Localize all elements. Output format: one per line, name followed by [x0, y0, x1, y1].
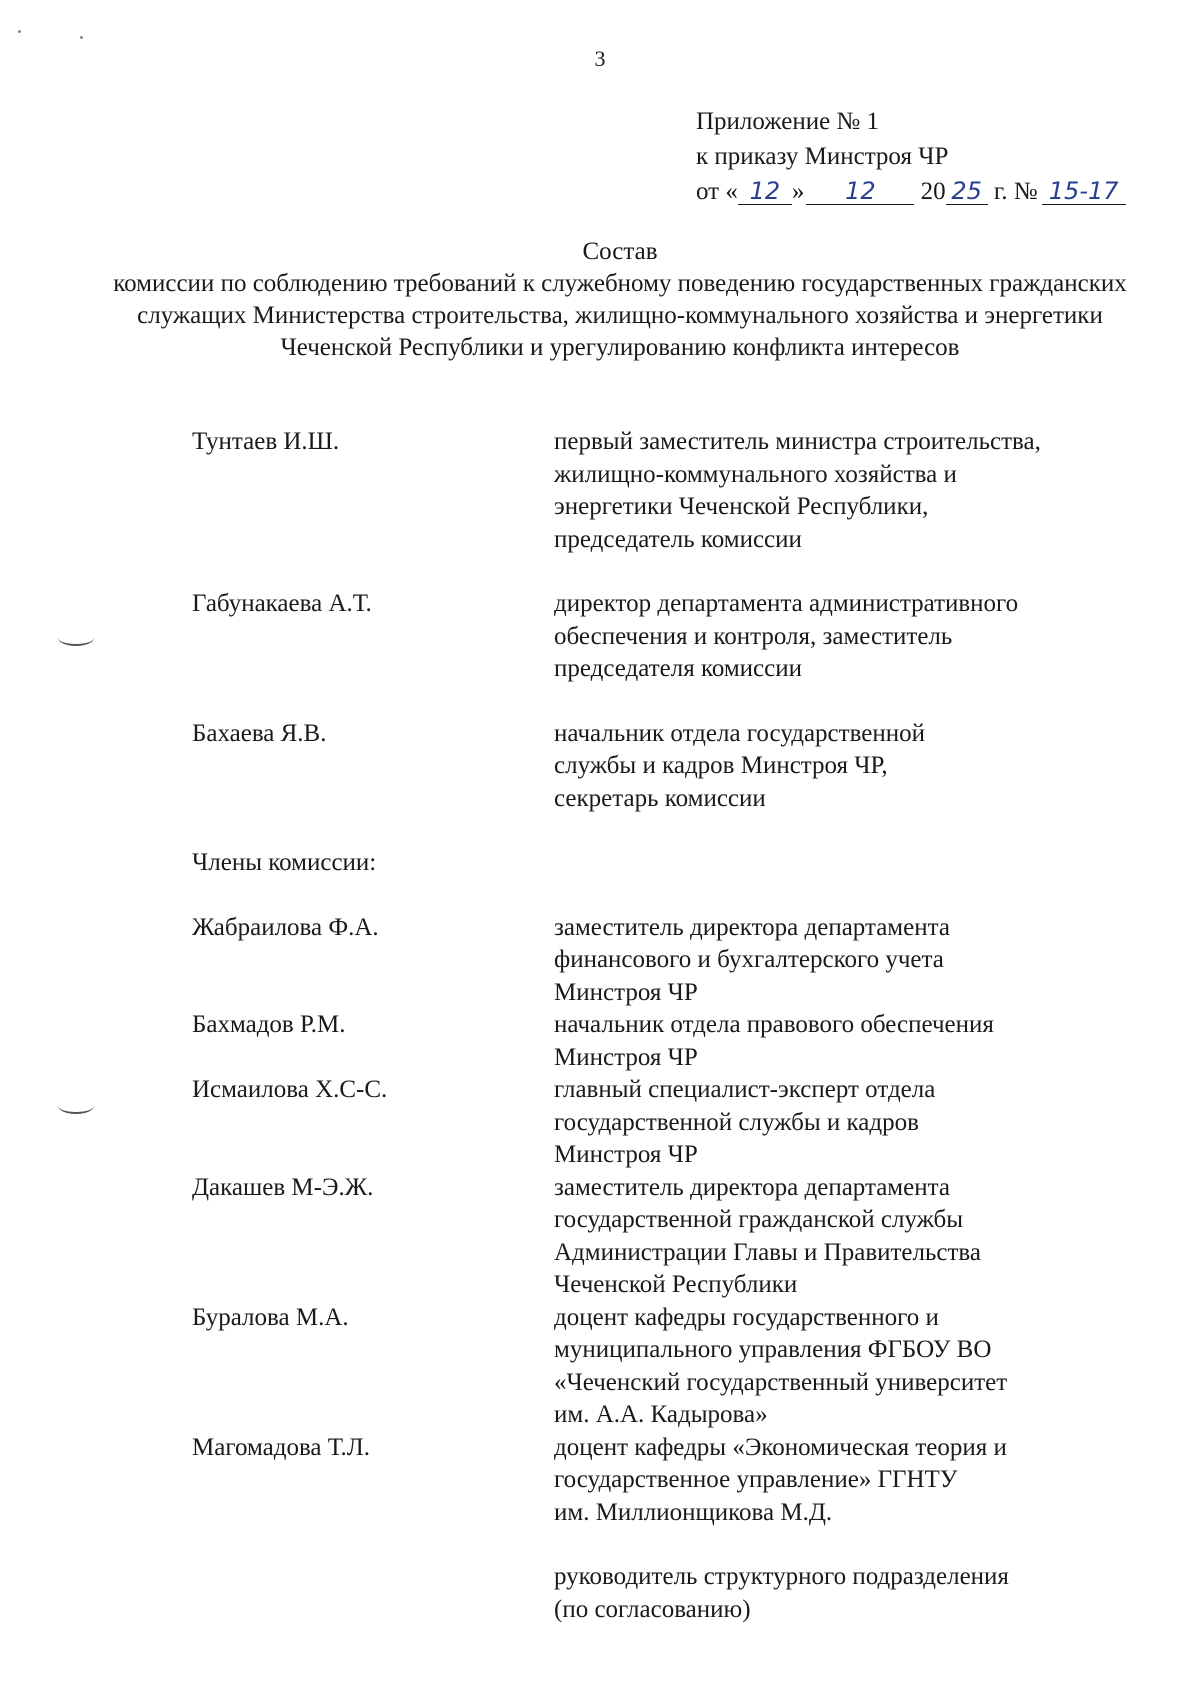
member-row: [192, 1074, 1122, 1172]
page-number: 3: [594, 46, 606, 71]
member-role: доцент кафедры «Экономическая теория и государственное управление» ГГНТУ им. Миллионщикова М.Д.: [554, 1433, 1007, 1526]
commission-list: [192, 426, 1122, 1626]
scan-speck: [80, 36, 83, 39]
extra-member-row: [192, 1561, 1122, 1626]
document-title: [100, 236, 1140, 364]
member-role: заместитель директора департамента финансового и бухгалтерского учета Минстроя ЧР: [554, 913, 950, 1006]
appendix-header: [696, 104, 1126, 209]
member-name: Магомадова Т.Л.: [192, 1433, 370, 1461]
hole-punch-mark: [58, 630, 94, 646]
member-role: начальник отдела правового обеспечения Минстроя ЧР: [554, 1011, 994, 1071]
title-heading: Состав: [582, 238, 658, 265]
member-name: Бахмадов Р.М.: [192, 1011, 346, 1038]
leadership-row: [192, 718, 1122, 816]
member-name: Буралова М.А.: [192, 1303, 349, 1331]
title-subtitle: комиссии по соблюдению требований к служебному поведению государственных гражданских служащих Министерства строительства, жилищно-коммунального хозяйства и энергетики Чеченской Республики и урегулированию конфликта интересов: [113, 270, 1127, 361]
member-row: [192, 1432, 1122, 1530]
member-role: первый заместитель министра строительства, жилищно-коммунального хозяйства и энергетики Чеченской Республики, председатель комиссии: [554, 428, 1041, 553]
member-role: начальник отдела государственной службы и кадров Минстроя ЧР, секретарь комиссии: [554, 719, 925, 812]
hole-punch-mark: [58, 1098, 94, 1114]
member-row: [192, 1009, 1122, 1074]
date-prefix: от «: [696, 178, 738, 205]
scan-speck: [18, 30, 21, 33]
member-row: [192, 912, 1122, 1010]
member-row: [192, 1302, 1122, 1432]
handwritten-year: 25: [946, 178, 988, 205]
member-role: доцент кафедры государственного и муниципального управления ФГБОУ ВО «Чеченский государственный университет им. А.А. Кадырова»: [554, 1303, 1008, 1428]
handwritten-month: 12: [806, 178, 914, 205]
appendix-line-2: к приказу Минстроя ЧР: [696, 143, 949, 170]
handwritten-order-number: 15-17: [1042, 178, 1126, 205]
leadership-row: [192, 588, 1122, 686]
member-role: директор департамента административного обеспечения и контроля, заместитель председателя комиссии: [554, 590, 1019, 682]
quote-close: »: [791, 178, 805, 205]
member-name-blank: [192, 1561, 554, 1626]
number-label: г. №: [993, 178, 1038, 205]
members-label: Члены комиссии:: [192, 849, 377, 876]
member-name: Габунакаева А.Т.: [192, 590, 372, 617]
year-prefix: 20: [920, 178, 946, 205]
appendix-date-line: [696, 174, 1126, 209]
member-role: руководитель структурного подразделения (по согласованию): [554, 1563, 1009, 1623]
handwritten-day: 12: [738, 178, 792, 205]
member-role: заместитель директора департамента государственной гражданской службы Администрации Главы и Правительства Чеченской Республики: [554, 1173, 981, 1298]
member-row: [192, 1172, 1122, 1302]
member-role: главный специалист-эксперт отдела государственной службы и кадров Минстроя ЧР: [554, 1076, 936, 1168]
member-name: Бахаева Я.В.: [192, 719, 327, 747]
member-name: Дакашев М-Э.Ж.: [192, 1173, 374, 1201]
member-name: Тунтаев И.Ш.: [192, 428, 340, 455]
leadership-row: [192, 426, 1122, 556]
member-name: Жабраилова Ф.А.: [192, 913, 379, 941]
member-name: Исмаилова Х.С-С.: [192, 1076, 388, 1103]
appendix-line-1: Приложение № 1: [696, 108, 880, 135]
